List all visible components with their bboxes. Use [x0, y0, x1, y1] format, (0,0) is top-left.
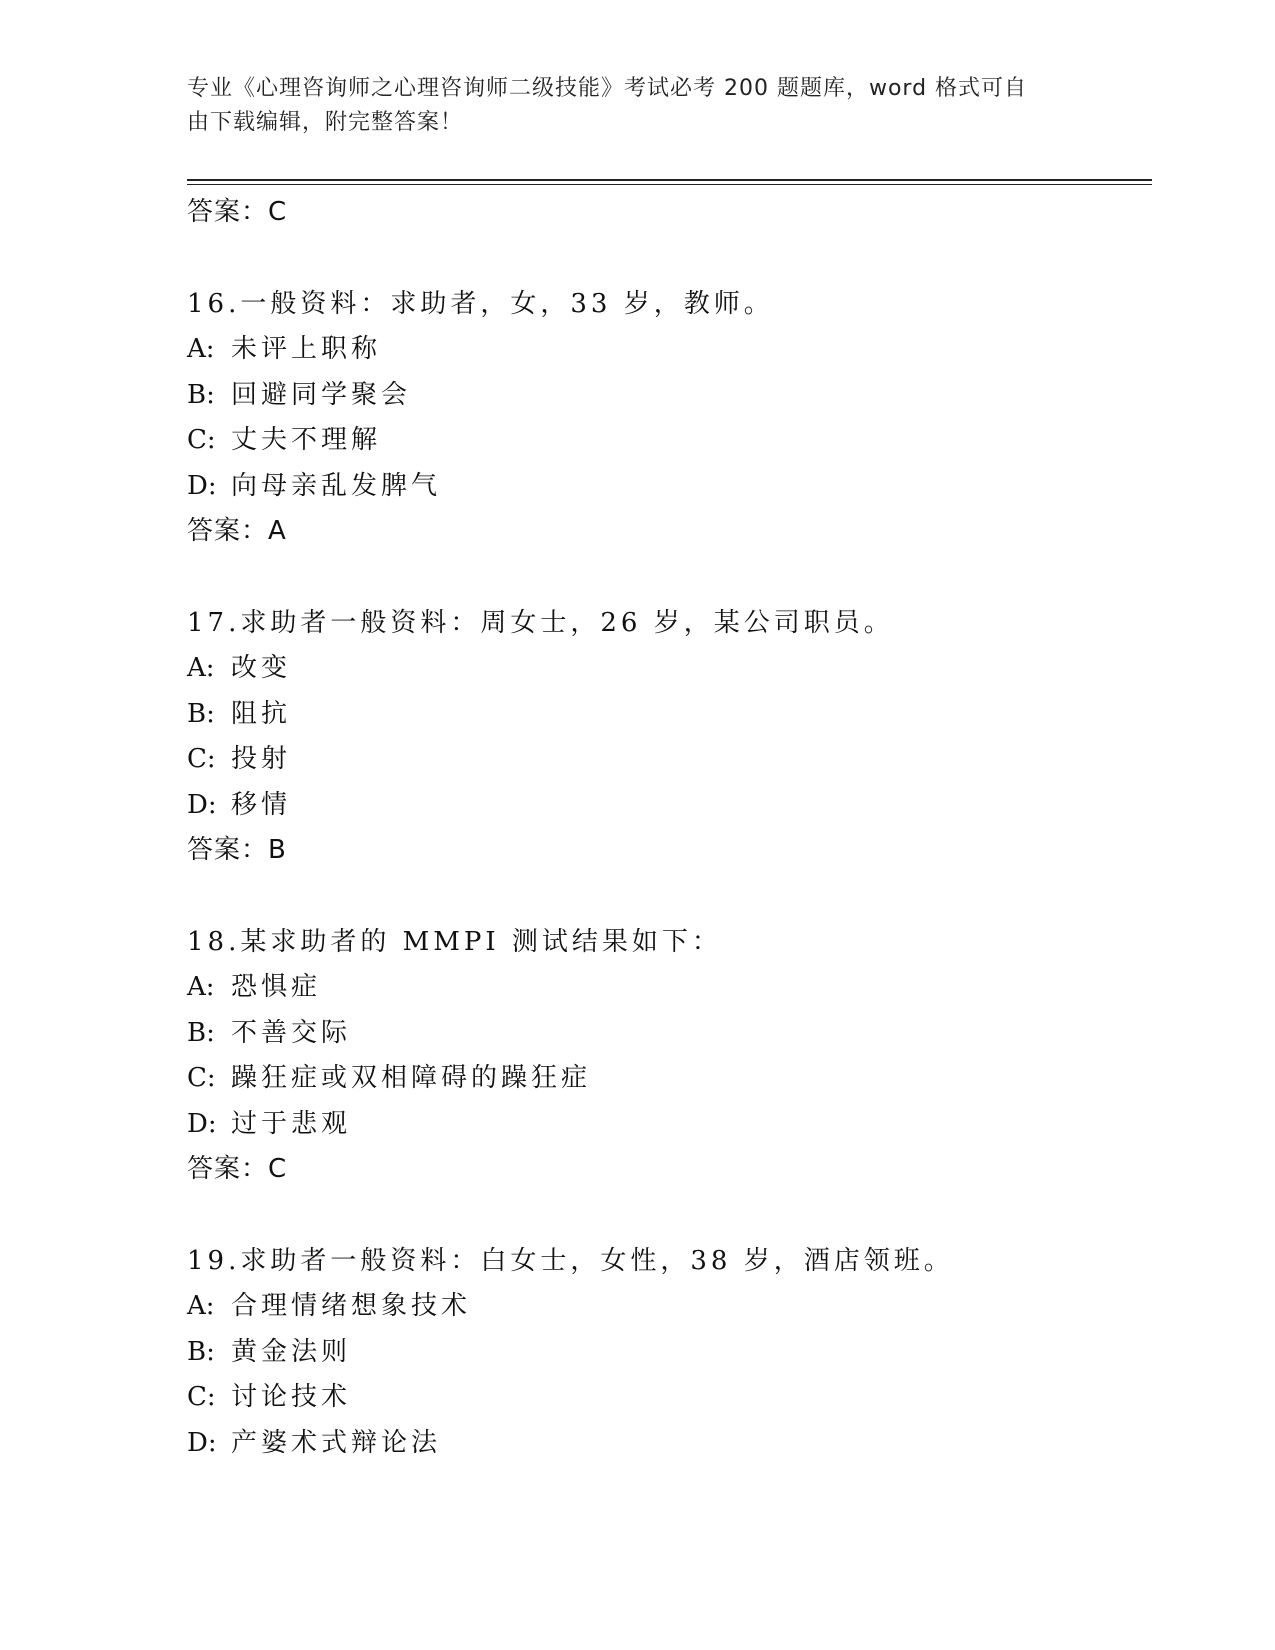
option-a [187, 965, 1152, 1011]
spacer [187, 236, 1152, 282]
option-b [187, 373, 1152, 419]
answer-line: 答案：A [187, 516, 287, 546]
question-stem: 16.一般资料：求助者，女，33 岁，教师。 [187, 288, 774, 319]
spacer [187, 555, 1152, 601]
option-b [187, 1330, 1152, 1376]
option-c [187, 1056, 1152, 1102]
question-list [187, 190, 1152, 1466]
option-letter: B: [187, 379, 215, 410]
option-letter: A: [187, 1291, 215, 1321]
option-c [187, 418, 1152, 464]
option-d [187, 1421, 1152, 1467]
option-letter: C: [187, 744, 216, 774]
option-letter: B: [187, 698, 215, 729]
question-stem: 17.求助者一般资料：周女士，26 岁，某公司职员。 [187, 607, 894, 638]
question-block [187, 282, 1152, 555]
answer-line: 答案：C [187, 1154, 288, 1184]
spacer [187, 1193, 1152, 1239]
option-letter: C: [187, 1382, 216, 1412]
option-text: 过于悲观 [231, 1108, 352, 1139]
option-text: 恐惧症 [231, 972, 322, 1002]
option-b [187, 1011, 1152, 1057]
option-text: 躁狂症或双相障碍的躁狂症 [231, 1063, 592, 1093]
option-letter: B: [187, 1336, 215, 1367]
option-text: 合理情绪想象技术 [231, 1291, 472, 1321]
option-text: 投射 [231, 744, 292, 774]
option-letter: D: [187, 470, 217, 501]
question-block [187, 601, 1152, 874]
option-letter: D: [187, 1427, 217, 1458]
option-letter: C: [187, 425, 216, 455]
option-text: 黄金法则 [231, 1336, 352, 1367]
option-d [187, 1102, 1152, 1148]
option-letter: D: [187, 789, 217, 820]
option-text: 移情 [231, 789, 292, 820]
option-text: 改变 [231, 653, 292, 683]
option-text: 产婆术式辩论法 [231, 1427, 442, 1458]
option-text: 讨论技术 [231, 1382, 352, 1412]
option-d [187, 464, 1152, 510]
header-divider-thick [187, 179, 1152, 181]
option-a [187, 327, 1152, 373]
option-d [187, 783, 1152, 829]
spacer [187, 874, 1152, 920]
option-c [187, 1375, 1152, 1421]
header-line-1: 专业《心理咨询师之心理咨询师二级技能》考试必考 200 题题库，word 格式可自 [187, 76, 1028, 101]
answer-line: 答案：C [187, 197, 288, 227]
option-letter: A: [187, 972, 215, 1002]
header-line-2: 由下载编辑，附完整答案！ [187, 110, 464, 135]
question-stem: 18.某求助者的 MMPI 测试结果如下： [187, 926, 722, 957]
option-text: 向母亲乱发脾气 [231, 470, 442, 501]
option-a [187, 646, 1152, 692]
question-block [187, 1239, 1152, 1467]
option-letter: B: [187, 1017, 215, 1048]
question-block [187, 920, 1152, 1193]
option-letter: A: [187, 653, 215, 683]
question-stem: 19.求助者一般资料：白女士，女性，38 岁，酒店领班。 [187, 1245, 954, 1276]
answer-line: 答案：B [187, 835, 287, 865]
option-text: 不善交际 [231, 1017, 352, 1048]
option-letter: A: [187, 334, 215, 364]
option-a [187, 1284, 1152, 1330]
option-letter: D: [187, 1108, 217, 1139]
option-letter: C: [187, 1063, 216, 1093]
option-text: 回避同学聚会 [231, 379, 412, 410]
option-b [187, 692, 1152, 738]
option-text: 丈夫不理解 [231, 425, 382, 455]
header-divider-thin [187, 184, 1152, 185]
option-c [187, 737, 1152, 783]
document-header [187, 72, 1067, 140]
option-text: 阻抗 [231, 698, 292, 729]
option-text: 未评上职称 [231, 334, 382, 364]
